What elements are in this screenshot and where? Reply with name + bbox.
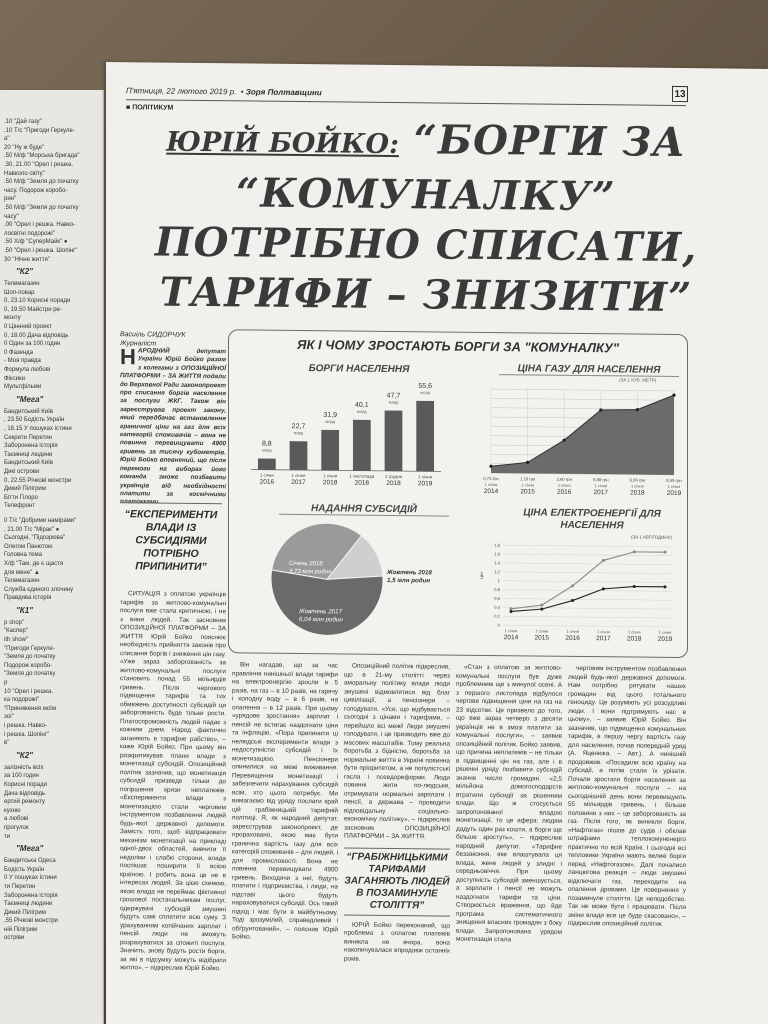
bar-unit-label: млрд (325, 418, 335, 424)
headline (146, 112, 706, 323)
gridline (503, 554, 673, 556)
y-tick-label: 1,4 (494, 560, 500, 566)
inline-quote: “ГРАБІЖНИЦЬКИМИ ТАРИФАМИ ЗАГАНЯЮТЬ ЛЮДЕЙ В ПОЗАМИНУЛЕ СТОЛІТТЯ” (344, 847, 450, 916)
x-tick-year: 2017 (593, 489, 609, 497)
bar-unit-label: млрд (357, 408, 367, 414)
y-tick-label: 1,2 (494, 569, 500, 575)
tv-listing-line: Головна тема (4, 552, 42, 559)
tv-listing-line: Телемагазин (4, 578, 40, 585)
x-tick-year: 2018 (386, 479, 401, 488)
x-tick-label: 1 січня (594, 483, 608, 489)
gas-value-label: 8,55 грн (666, 477, 682, 484)
author-role: Журналіст (120, 340, 157, 348)
tv-listing-line: Шоп-повар (4, 289, 35, 296)
x-tick-label: 1 січня (658, 629, 672, 635)
x-tick-label: 1 січня (535, 628, 549, 634)
elec-point (540, 608, 543, 611)
y-tick-label: 0,2 (494, 613, 500, 619)
tv-listing-line: Подорож коробо- (4, 662, 53, 669)
tv-listing-line: Х/ф "Там, де є щастя (4, 560, 64, 567)
bar (385, 410, 403, 471)
lead-text: АРОДНИЙ депутат України Юрій Бойко разом з колегами з ОПОЗИЦІЙНОЇ ПЛАТФОРМИ – ЗА ЖИТТЯ подали до Верховної Ради законопроект про списання боргів населення за послуги ЖКГ. Також він зареєстрував проект закону, який передбачає встановлення граничної ціни на газ для всіх категорій споживачів – вона не повинна перевищувати 4900 гривень за тисячу кубометрів. Юрій Бойко впевнений, що після перемоги на виборах його команда зможе позбавити українців від необхідності платити за космічними платіжками. (120, 347, 226, 506)
issue-date: П'ятниця, 22 лютого 2019 р. (126, 86, 237, 97)
tv-listing-line: р (4, 680, 8, 687)
x-tick-label: 1 січня (323, 473, 338, 479)
y-tick-label: 1,8 (494, 542, 500, 548)
bar-unit-label: млрд (420, 389, 430, 395)
tv-listing-line: 0 Ціннний проект (4, 324, 52, 331)
y-tick-label: 0,4 (494, 604, 500, 610)
tv-listing-line: 0, 22.55 Річкові монстри (4, 477, 72, 484)
tv-listing-line: Навколо світу" (4, 170, 45, 177)
x-tick-label: 1 січня (631, 483, 644, 489)
elec-point (510, 607, 513, 610)
x-tick-year: 2019 (666, 489, 682, 498)
tv-listing-block-b (4, 280, 99, 392)
slice-label: Жовтень 2017 (299, 608, 343, 616)
tv-listing-block-g (4, 857, 99, 943)
x-tick-label: 1 січня (597, 629, 610, 635)
article-text: «Стан з оплатою за житлово-комунальні послуги був дуже проблемним ще з минулої осені. А з першого листопада відбулося чергове підвищення ціни на газ на 23 відсотки. Це призвело до того, що вже зараз четверо з десяти українців не в змозі платити за комунальні послуги», – заявив опозиційний політик. Бойко заявив, що причина неплатежів – не тільки в підвищенні цін на газ, але і в рішенні уряду позбавити субсидій значне число громадян. «2,5 мільйона домогосподарств втратили субсидії за рішенням влади. Що ж стосується запропонованої владою монетизації, то це афера: людям дадуть один раз кошти, а борги ще більше зростуть», – підкреслив народний депутат. «Тарифне беззаконня, яке влаштувала ця влада, жене людей у злидні і середньовіччя. При цьому доступність субсидій зменшується, а зарплати і пенсії не можуть наздогнати тарифи та ціни. Створюється враження, що йде програма систематичного знищення власних громадян з боку влади. Запропонована урядом монетизація стала (456, 663, 562, 944)
gas-value-label: 1,18 грн (519, 476, 536, 482)
tv-listing-line: монту (4, 315, 21, 322)
tv-listing-line: ертий ремонту (4, 799, 45, 806)
x-axis (251, 470, 441, 472)
author-name: Васиiль СИДОРЧУК (120, 331, 186, 339)
tv-listing-line: Телефронт (4, 503, 35, 510)
tv-listing-line: Сьогодні, "Підозрюва" (4, 535, 66, 542)
x-tick-year: 2016 (556, 488, 572, 496)
tv-listing-line: Бандитська Одеса (4, 858, 56, 865)
tv-listing-line: для мене" ▲ (4, 569, 40, 576)
gas-value-label: 3,60 грн (556, 476, 572, 482)
article-text: СИТУАЦІЯ з оплатою українців тарифів за житлово-комунальні послуги вже стала критичною, і не з вини людей. Так засновник ОПОЗИЦІЙНОЇ ПЛАТФОРМИ – ЗА ЖИТТЯ Юрій Бойко пояснює необхідність прийняття законів про списання боргів і зниження цін газу. «Уже зараз заборгованість за житлово-комунальні послуги становить понад 55 мільярдів гривень. Після чергового підвищення тарифів та тих обмежень доступності субсидій ця заборгованість буде тільки рости. Платоспроможність людей падає з кожним днем. Народ фактично заганяють в тарифне рабство», – каже Юрій Бойко. При цьому він розкритикував плани влади з монетизації субсидій. Опозиційний політик зазначив, що монетизація субсидій призведе тільки до погіршення кризи неплатежів. «Експерименти влади з монетизацією стали черговим інструментом позбавлення людей будь-якої державної допомоги. Замість того, щоб відпрацювати механізм монетизації на прикладі одної-двох областей, вивчити її недоліки і слабкі сторони, влада поспішає поширити її всією країною. І робить вона це не в інтересах людей. За цією схемою, якою влада не переймає фіктивної грошової постачальникам послуг, одержувачі субсидій змушені будуть самі сплатити всю суму. З урахуванням копійчаних зарплат і пенсій люди не зможуть розрахуватися за спожиті послуги. Значить, знову будуть рости борги, за які в підсумку можуть відібрати житло», – підкреслив Юрій Бойко. (120, 590, 226, 973)
gas-area-chart (469, 381, 684, 503)
x-tick-label: 1 грудня (384, 473, 403, 480)
tv-listing-line: 30 "Нічне життя" (4, 256, 50, 263)
elec-point (664, 551, 667, 554)
bar (321, 430, 339, 471)
slice-label: Жовтень 2018 (387, 568, 432, 577)
gridline (503, 616, 673, 618)
x-tick-label: 1 січня (418, 474, 433, 480)
article-text: Опозиційний політик підкреслив, що в 21-му столітті через аморальну політику влади люди змушені відмовлятися від благ цивілізації, а пенсіонери – голодувати. «Усе, що відбувається сьогодні з цінами і тарифами, – перейшло всі межі! Люди змушені голодувати, і це призводить вже до масових масштабів. Тому реальна боротьба з бідністю, боротьба за нормальне життя в Україні повинна бути пріоритетом, а не популістські гасла і псевдореформи. Люди повинні жити по-людськи, отримувати нормальні зарплати і пенсії, а держава – проводити відповідальну соціально-економічну політику», – підкреслив засновник ОПОЗИЦІЙНОЇ ПЛАТФОРМИ – ЗА ЖИТТЯ. (344, 662, 450, 841)
y-tick-label: 0,6 (494, 595, 500, 601)
headline-line-2: “КОМУНАЛКУ” (236, 169, 616, 221)
gridline (503, 581, 673, 583)
tv-listing-line: 10 "Орел і решка. (4, 688, 54, 695)
bar-unit-label: млрд (262, 447, 272, 453)
tv-listing-line: Заборонена історія (4, 443, 58, 450)
x-tick-label: 1 січня (484, 481, 498, 488)
tv-listing-line: ти Перетин (4, 883, 36, 890)
gridline (503, 625, 673, 627)
tv-listing-line: Дикий Пілігрим (4, 486, 46, 493)
article-column-4 (456, 664, 562, 1024)
slice-value: 6,04 млн родин (299, 616, 343, 624)
tv-listing-line: .50 М/ф "Морська бригада" (4, 153, 80, 160)
tv-listing-line: 0, 23.10 Корисні поради (4, 298, 71, 305)
tv-channel-heading: "К2" (16, 267, 33, 277)
tv-listing-line: а любові (4, 816, 29, 823)
tv-listing-line: часу" (4, 213, 19, 220)
article-column-2 (232, 661, 338, 1022)
tv-listing-line: Телемагазин (4, 281, 40, 288)
article-column-3 (344, 662, 450, 1023)
tv-listing-line: зої" (4, 714, 14, 721)
tv-listing-line: кухню (4, 807, 21, 814)
tv-listing-line: а" (4, 136, 10, 143)
headline-line-3: ПОТРІБНО СПИСАТИ, (154, 218, 698, 272)
x-tick-year: 2016 (259, 478, 275, 486)
gas-point (489, 465, 492, 468)
tv-channel-heading: "К2" (16, 750, 33, 760)
tv-listing-line: .50 Х/ф "СуперМайк" ● (4, 239, 68, 246)
tv-listing-line: ка подорожі" (4, 697, 40, 704)
tv-listing-line: Корисні поради (4, 781, 47, 788)
slice-label: Січень 2018 (289, 560, 323, 568)
x-tick-year: 2014 (483, 487, 499, 496)
tv-listing-line: 0, 19.50 Майстри ре- (4, 306, 62, 313)
x-tick-year: 2018 (354, 479, 370, 487)
infographic-title: ЯК І ЧОМУ ЗРОСТАЮТЬ БОРГИ ЗА "КОМУНАЛКУ" (296, 336, 620, 356)
drop-cap: Н (120, 344, 136, 370)
gridline (503, 563, 673, 565)
tv-listing-line: 0 Фазенда (4, 349, 34, 356)
tv-listing-line: ith show" (4, 637, 29, 644)
tv-listing-line: Формула любові (4, 367, 51, 374)
tv-listing-line: .50 М/ф "Земля до початку (4, 179, 79, 186)
tv-listing-line: , 23.50 Бодість Україн (4, 417, 65, 424)
tv-listing-line: .10 "Дай газу" (4, 119, 42, 125)
tv-listing-line: Дикий Пілігрим (4, 909, 46, 916)
slice-value: 3,73 млн родин (289, 568, 332, 576)
bar (416, 401, 434, 472)
tv-listing-line: - Моя правда (4, 358, 41, 365)
tv-listing-line: Секрети Перетин (4, 434, 53, 441)
elec-line-chart (477, 539, 682, 653)
tv-listing-line: і решка. Навко- (4, 723, 47, 729)
article-text: черговим інструментом позбавлення людей будь-якої державної допомоги. Нам потрібно рятувати наших громадян від цього тотального геноциду. Це розуміють усі розсудливі люди. І вони підтримують нас в цьому», – заявив Юрій Бойко. Він зазначив, що підвищення комунальних тарифів, в першу чергу вартість газу для населення, почав попередній уряд (А. Яценюка. – Авт.). А нинішній продовжив. «Посадили всю країну на субсидії, а потім стали їх урізати. Почали зростати борги населення за житлово-комунальні послуги – на сьогоднішній день вони перевищують 55 мільярдів гривень, і більше половини з них – це заборгованість за газ. Після того, як виникли борги, «Нафтогаз» пішов до судів і обклав штрафами теплокомуненерго практично по всій Країні. І сьогодні всі тепловики України мають великі борги перед «Нафтогазом». Далі почалися ланцюгова реакція – люди змушені відключати газ, переходити на опалення дровами. Це повернення у позаминуле століття. Це неподобство. Так не може бути і працювати. Після зміни влади все це буде скасовано», – підкреслив опозиційний політик. (568, 664, 686, 928)
bar-unit-label: млрд (293, 430, 304, 436)
tv-listing-line: ній Пілігрим (4, 926, 38, 933)
infographic-box (228, 329, 688, 658)
left-page-tv-listings (0, 90, 104, 1024)
x-tick-label: 1 січня (504, 628, 518, 634)
gridline (503, 545, 673, 547)
gas-chart-title: ЦІНА ГАЗУ ДЛЯ НАСЕЛЕННЯ (499, 363, 679, 377)
article-column-5 (568, 665, 686, 1024)
tv-listing-line: "Приниження моїм (4, 705, 56, 712)
tv-listing-line: .50 М/ф "Земля до початку (4, 204, 79, 211)
x-tick-year: 2019 (417, 480, 433, 488)
page-header: П'ятниця, 22 лютого 2019 р. • Зоря Полтавщини (126, 86, 686, 106)
x-tick-year: 2019 (657, 635, 673, 643)
tv-listing-line: 0 Один за 100 годин (4, 341, 61, 348)
gridline (503, 598, 673, 600)
elec-point (510, 610, 513, 613)
x-tick-year: 2015 (534, 634, 550, 642)
pull-quote: “ЕКСПЕРИМЕНТИ ВЛАДИ ІЗ СУБСИДІЯМИ ПОТРІБНО ПРИПИНИТИ” (120, 502, 222, 574)
x-tick-year: 2015 (520, 488, 535, 496)
debt-chart-title: БОРГИ НАСЕЛЕННЯ (308, 363, 410, 376)
tv-listing-line: Служба єдиного злочину (4, 586, 74, 593)
tv-listing-line: Фіксики (4, 375, 25, 382)
x-tick-year: 2018 (322, 479, 338, 487)
bar-value-label: 40,1 (355, 401, 369, 409)
bar-value-label: 55,6 (418, 382, 432, 390)
x-tick-label: 1 січня (521, 482, 534, 488)
subsidy-chart-title: НАДАННЯ СУБСИДІЙ (279, 503, 449, 517)
x-tick-year: 2017 (291, 478, 306, 487)
tv-listing-line: Бітти Гілоро (4, 494, 38, 501)
gas-value-label: 6,96 грн (629, 477, 646, 483)
tv-listing-block-e (4, 619, 99, 748)
tv-listing-line: ти (4, 833, 11, 840)
tv-listing-line: "Пригоди Геркуле- (4, 645, 55, 652)
tv-listing-line: "Каспер" (4, 628, 29, 635)
tv-listing-line: Дикі острови (4, 468, 40, 475)
x-tick-year: 2016 (565, 634, 580, 642)
tv-listing-line: в" (4, 740, 10, 747)
article-column-1 (120, 590, 226, 1021)
tv-channel-heading: "К1" (16, 605, 33, 615)
x-tick-label: 1 листопада (349, 473, 375, 479)
tv-listing-line: за 100 годин (4, 773, 39, 780)
bar (258, 458, 276, 469)
page-number: 13 (672, 86, 688, 102)
tv-listing-block-a (4, 118, 99, 264)
rubric-text: ПОЛІТИКУМ (132, 104, 174, 112)
tv-listing-line: Олегом Панютою (4, 543, 53, 550)
tv-listing-line: 0 Т/с "Добрими намірами" (4, 517, 77, 524)
tv-listing-line: 0, 18.00 Дача відповідь (4, 332, 69, 339)
tv-listing-line: 20 "Ну ж буде" (4, 144, 45, 151)
bar-value-label: 47,7 (386, 392, 401, 400)
tv-listing-line: Бодість Україн (4, 866, 45, 873)
tv-listing-block-f (4, 764, 99, 841)
y-axis-label: грн (479, 572, 484, 579)
tv-listing-line: Таємниці людини (4, 901, 53, 908)
gridline (491, 398, 674, 400)
x-tick-label: 1 січня (627, 629, 641, 635)
tv-listing-line: , 21.00 Т/с "Мірак" ● (4, 526, 60, 533)
gridline (503, 607, 673, 609)
tv-channel-heading: "Мега" (16, 844, 44, 854)
bar (290, 441, 308, 470)
tv-listing-line: Дача відповідь (4, 790, 46, 797)
newspaper-page (106, 62, 768, 1024)
tv-listing-line: Правдива історія (4, 595, 52, 602)
tv-listing-block-c (4, 408, 99, 511)
elec-chart-title: ЦІНА ЕЛЕКТРОЕНЕРГІЇ ДЛЯ НАСЕЛЕННЯ (523, 507, 661, 532)
bar-value-label: 31,9 (323, 411, 337, 420)
x-tick-label: 1 січня (291, 472, 306, 479)
tv-listing-line: .00 "Орел і решка. Навко- (4, 222, 76, 229)
headline-speaker: ЮРІЙ БОЙКО: (166, 126, 399, 161)
y-tick-label: 1,6 (494, 551, 500, 557)
x-tick-year: 2018 (626, 635, 642, 643)
bar-value-label: 8,8 (261, 440, 272, 448)
x-tick-year: 2017 (596, 635, 611, 643)
tv-listing-line: і решка. Шопінг" (4, 731, 49, 738)
tv-listing-line: прогулок (4, 824, 29, 831)
tv-listing-block-d (4, 517, 99, 603)
x-tick-year: 2018 (630, 489, 645, 497)
tv-listing-line: Таємниці людини (4, 451, 53, 458)
elec-series-line (511, 551, 665, 611)
pie-slice (271, 570, 383, 636)
elec-point (602, 587, 605, 590)
tv-listing-line: p shop" (4, 619, 25, 626)
elec-chart-unit: (ЗА 1 КВТ/ГОДИНУ) (631, 534, 673, 540)
tv-listing-line: 0 У пошуках істини (4, 875, 57, 882)
tv-listing-line: "Земля до початку (4, 654, 56, 661)
newspaper-name: Зоря Полтавщини (245, 87, 322, 98)
tv-listing-line: "Земля до початку (4, 671, 56, 678)
tv-listing-line: часу. Подорож коробо- (4, 187, 68, 194)
tv-listing-line: залізність всіх (4, 764, 44, 771)
tv-listing-line: остріви (4, 935, 25, 942)
gridline (503, 590, 673, 592)
rubric-label: ■ ПОЛІТИКУМ (126, 104, 174, 112)
tv-listing-line: Бандитський Київ (4, 460, 53, 467)
headline-text-1: “БОРГИ ЗА (413, 116, 686, 167)
debt-bar-chart (239, 374, 459, 494)
tv-listing-line: .30, 21.00 "Орел і решка. (4, 161, 74, 168)
elec-point (571, 599, 574, 602)
y-tick-label: 1 (497, 578, 500, 584)
tv-listing-line: Бандитський Київ (4, 408, 53, 415)
y-tick-label: 0 (497, 622, 500, 628)
gas-chart-unit: (ЗА 1 КУБ. МЕТР) (619, 377, 657, 383)
bar (353, 420, 371, 471)
y-tick-label: 0,8 (494, 587, 500, 593)
elec-point (664, 585, 667, 588)
tv-listing-line: .50 "Орел і решка. Шопінг" (4, 247, 78, 254)
article-text: ЮРІЙ Бойко переконаний, що проблема з оплатою платежів виникла не вчора, вона накопичувалася впродовж останніх років. (344, 921, 450, 963)
tv-listing-line: лосвітні подорожі" (4, 230, 55, 237)
x-tick-year: 2014 (503, 634, 519, 642)
x-tick-label: 1 січня (259, 472, 274, 478)
subsidy-pie-chart (249, 516, 464, 650)
tv-listing-line: рин" (4, 196, 17, 203)
tv-listing-line: , 18.15 У пошуках істини (4, 426, 72, 432)
article-text: Він нагадав, що за час правління нинішньої влади тарифи на електроенергію зросли в 5 разів, на газ – в 10 разів, на гарячу і холодну воду – в 6 разів, на опалення – в 12 разів. При цьому «урядове зростання» зарплат і пенсій не встигає наздогнати ціни та інфляцію. «Пора припинити ці нелюдські експерименти влади з недоступністю субсидій і їх монетизацією. Пенсіонери опинилися на межі виживання. Перевищення монетизації і забезпечити нарахування субсидій всім, хто цього потребує. Ми вимагаємо від уряду послати край цій грабіжницькій тарифній політиці. Я, як народний депутат, зареєстрував законопроект, де прораховано, якою має бути гранична вартість газу для всіх категорій споживачів – для людей, і для промисловості. Вона не повинна перевищувати 4900 гривень. Виходячи з неї, будуть платити і підприємства, і люди, на підставі цього будуть нараховуватися субсидії. Ось такий підхід і має бути в майбутньому. Тоді зрозумілий, справедливий і обґрунтований», – пояснив Юрій Бойко. (232, 661, 338, 941)
tv-listing-line: Мультфільми (4, 384, 42, 391)
tv-listing-line: .10 Т/с "Пригоди Геркуле- (4, 127, 75, 134)
headline-line-1 (146, 112, 706, 173)
x-tick-label: 1 січня (566, 628, 579, 634)
gas-value-label: 6,88 грн (593, 477, 609, 483)
bar-unit-label: млрд (388, 399, 399, 405)
gas-value-label: 0,73 грн (483, 475, 499, 482)
bar-value-label: 22,7 (291, 423, 306, 431)
tv-channel-heading: "Мега" (16, 394, 44, 404)
slice-value: 1,5 млн родин (387, 576, 431, 585)
tv-listing-line: Заборонена історія (4, 892, 58, 899)
headline-line-4: ТАРИФИ – ЗНИЗИТИ” (159, 268, 693, 322)
elec-point (633, 550, 636, 553)
tv-listing-line: ,55 Річкові монстри (4, 918, 58, 925)
x-tick-label: 1 січня (667, 483, 681, 490)
x-tick-label: 1 січня (557, 482, 571, 488)
elec-point (633, 585, 636, 588)
gridline (491, 389, 674, 391)
